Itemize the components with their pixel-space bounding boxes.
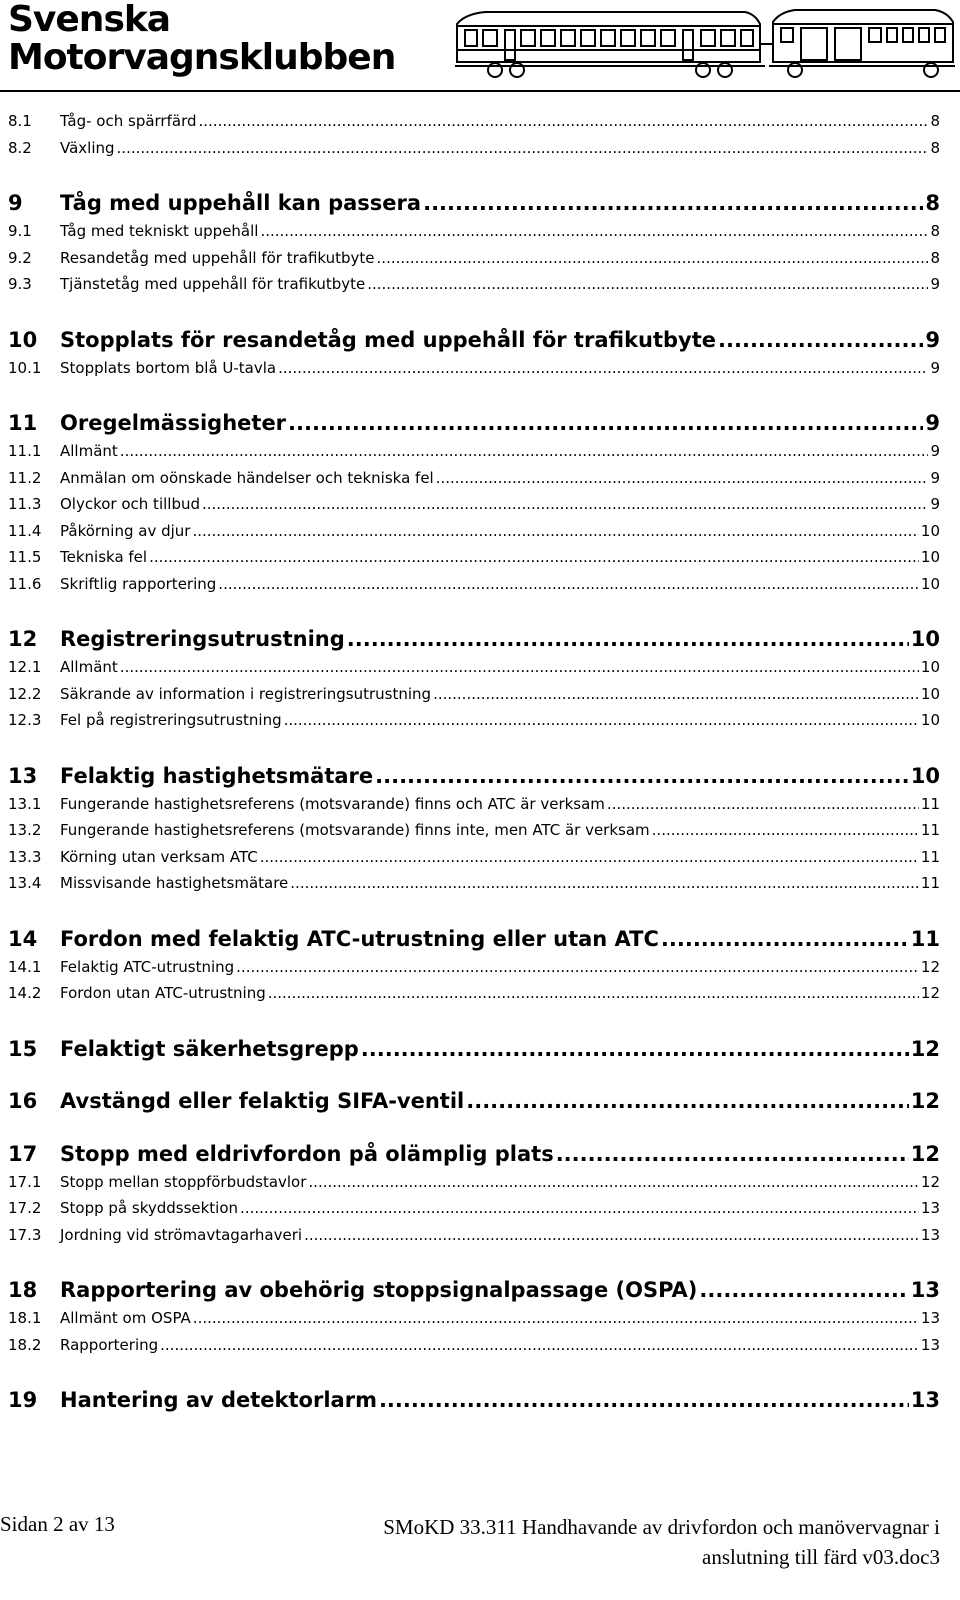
toc-number: 19 [8, 1388, 38, 1412]
toc-number: 11.3 [8, 495, 42, 513]
toc-number: 9 [8, 191, 23, 215]
toc-title: Jordning vid strömavtagarhaveri [60, 1225, 303, 1244]
toc-leader-dots [377, 249, 929, 267]
toc-title: Fel på registreringsutrustning [60, 711, 282, 729]
toc-page-number: 13 [920, 1309, 940, 1327]
toc-number: 9.1 [8, 222, 32, 240]
toc-section-entry[interactable] [8, 1199, 940, 1217]
toc-title: Allmänt om OSPA [60, 1309, 191, 1327]
toc-leader-dots [290, 874, 919, 892]
toc-leader-dots [288, 411, 923, 435]
toc-number: 14 [8, 926, 38, 951]
toc-chapter-entry[interactable] [8, 1388, 940, 1412]
toc-page-number: 13 [910, 1278, 940, 1302]
toc-title: Hantering av detektorlarm [60, 1388, 377, 1412]
toc-leader-dots [240, 1199, 919, 1217]
toc-number: 11.1 [8, 442, 42, 460]
toc-number: 11.4 [8, 521, 42, 540]
toc-leader-dots [347, 627, 909, 651]
toc-number: 12.3 [8, 711, 42, 729]
toc-number: 11 [8, 411, 38, 435]
toc-page-number: 8 [930, 248, 940, 267]
toc-title: Anmälan om oönskade händelser och tekniska fel [60, 468, 434, 487]
toc-section-entry[interactable] [8, 685, 940, 703]
toc-section-entry[interactable] [8, 139, 940, 157]
toc-number: 16 [8, 1089, 38, 1113]
toc-leader-dots [423, 191, 923, 215]
toc-title: Missvisande hastighetsmätare [60, 874, 289, 892]
toc-title: Allmänt [60, 442, 118, 460]
logo-line-1: Svenska [8, 0, 171, 40]
toc-title: Tåg- och spärrfärd [60, 112, 197, 130]
toc-section-entry[interactable] [8, 658, 940, 676]
toc-title: Olyckor och tillbud [60, 495, 200, 513]
toc-title: Rapportering av obehörig stoppsignalpassage (OSPA) [60, 1278, 698, 1302]
toc-section-entry[interactable] [8, 442, 940, 460]
toc-leader-dots [149, 548, 919, 566]
toc-title: Tekniska fel [60, 548, 148, 566]
toc-title: Tåg med uppehåll kan passera [60, 191, 422, 215]
toc-number: 11.5 [8, 548, 42, 566]
toc-page-number: 10 [920, 521, 940, 540]
toc-leader-dots [466, 1089, 909, 1113]
toc-number: 17.3 [8, 1225, 42, 1244]
toc-page-number: 9 [930, 358, 940, 377]
toc-page-number: 11 [920, 821, 940, 839]
toc-number: 14.1 [8, 957, 42, 976]
toc-number: 13 [8, 763, 38, 788]
toc-leader-dots [260, 222, 928, 240]
toc-page-number: 9 [930, 275, 940, 293]
toc-section-entry[interactable] [8, 469, 940, 487]
railcar-illustration [455, 4, 955, 86]
toc-section-entry[interactable] [8, 874, 940, 892]
toc-title: Säkrande av information i registreringsutrustning [60, 684, 432, 703]
toc-page-number: 9 [930, 468, 940, 487]
toc-section-entry[interactable] [8, 275, 940, 293]
toc-chapter-entry[interactable] [8, 1089, 940, 1113]
toc-title: Tåg med tekniskt uppehåll [60, 222, 259, 240]
toc-section-entry[interactable] [8, 249, 940, 267]
toc-number: 8.1 [8, 112, 32, 130]
document-name [383, 1512, 940, 1573]
toc-leader-dots [433, 685, 919, 703]
toc-leader-dots [367, 275, 928, 293]
toc-leader-dots [192, 522, 918, 540]
document-name-line-1: SMoKD 33.311 Handhavande av drivfordon och manövervagnar i [383, 1515, 940, 1539]
toc-page-number: 10 [920, 658, 940, 676]
toc-number: 18.1 [8, 1309, 42, 1327]
toc-title: Påkörning av djur [60, 521, 191, 540]
toc-number: 11.6 [8, 574, 42, 593]
toc-title: Fungerande hastighetsreferens (motsvarande) finns inte, men ATC är verksam [60, 821, 650, 839]
toc-page-number: 11 [910, 926, 940, 951]
toc-leader-dots [284, 711, 919, 729]
toc-number: 11.2 [8, 468, 42, 487]
toc-title: Felaktig ATC-utrustning [60, 957, 235, 976]
toc-number: 17 [8, 1141, 38, 1166]
toc-leader-dots [308, 1173, 919, 1191]
toc-number: 10 [8, 327, 38, 352]
toc-chapter-entry[interactable] [8, 328, 940, 352]
toc-page-number: 8 [930, 138, 940, 157]
toc-leader-dots [718, 328, 923, 352]
toc-title: Skriftlig rapportering [60, 574, 217, 593]
toc-leader-dots [120, 442, 929, 460]
toc-number: 17.2 [8, 1199, 42, 1217]
toc-title: Tjänstetåg med uppehåll för trafikutbyte [60, 275, 366, 293]
toc-number: 18 [8, 1278, 38, 1302]
toc-page-number: 8 [925, 191, 940, 215]
toc-section-entry[interactable] [8, 1336, 940, 1354]
toc-page-number: 10 [920, 684, 940, 703]
toc-page-number: 12 [910, 1141, 940, 1166]
toc-page-number: 12 [910, 1036, 940, 1061]
toc-title: Allmänt [60, 658, 118, 676]
toc-title: Stopp mellan stoppförbudstavlor [60, 1172, 307, 1191]
toc-title: Fordon med felaktig ATC-utrustning eller utan ATC [60, 926, 659, 951]
toc-section-entry[interactable] [8, 1226, 940, 1244]
toc-section-entry[interactable] [8, 495, 940, 513]
toc-number: 12.1 [8, 658, 42, 676]
toc-leader-dots [268, 984, 919, 1002]
toc-page-number: 8 [930, 222, 940, 240]
toc-leader-dots [260, 848, 919, 866]
toc-section-entry[interactable] [8, 575, 940, 593]
toc-chapter-entry[interactable] [8, 1037, 940, 1061]
toc-section-entry[interactable] [8, 1173, 940, 1191]
toc-page-number: 10 [920, 711, 940, 729]
toc-page-number: 12 [910, 1089, 940, 1113]
toc-page-number: 12 [920, 984, 940, 1002]
page-number: Sidan 2 av 13 [0, 1512, 115, 1536]
toc-section-entry[interactable] [8, 958, 940, 976]
toc-leader-dots [661, 927, 909, 951]
toc-section-entry[interactable] [8, 795, 940, 813]
toc-page-number: 13 [920, 1335, 940, 1354]
toc-chapter-entry[interactable] [8, 927, 940, 951]
toc-chapter-entry[interactable] [8, 411, 940, 435]
toc-section-entry[interactable] [8, 1309, 940, 1327]
toc-title: Felaktig hastighetsmätare [60, 763, 374, 788]
toc-number: 9.3 [8, 275, 32, 293]
toc-page-number: 13 [910, 1388, 940, 1412]
toc-page-number: 9 [925, 411, 940, 435]
toc-number: 9.2 [8, 248, 32, 267]
toc-section-entry[interactable] [8, 359, 940, 377]
toc-chapter-entry[interactable] [8, 191, 940, 215]
toc-chapter-entry[interactable] [8, 1142, 940, 1166]
header-rule [0, 90, 960, 92]
toc-title: Felaktigt säkerhetsgrepp [60, 1036, 359, 1061]
toc-page-number: 10 [920, 574, 940, 593]
toc-number: 14.2 [8, 984, 42, 1002]
toc-leader-dots [202, 495, 928, 513]
toc-page-number: 12 [920, 957, 940, 976]
toc-page-number: 13 [920, 1225, 940, 1244]
toc-leader-dots [218, 575, 919, 593]
toc-leader-dots [361, 1037, 909, 1061]
toc-page-number: 10 [910, 763, 940, 788]
logo-line-2: Motorvagnsklubben [8, 37, 396, 78]
toc-page-number: 12 [920, 1172, 940, 1191]
toc-title: Stopplats för resandetåg med uppehåll för trafikutbyte [60, 327, 717, 352]
toc-title: Stopp på skyddssektion [60, 1199, 239, 1217]
toc-number: 13.2 [8, 821, 42, 839]
toc-page-number: 9 [930, 495, 940, 513]
toc-section-entry[interactable] [8, 821, 940, 839]
document-name-line-2: anslutning till färd v03.doc3 [702, 1545, 940, 1570]
toc-number: 15 [8, 1036, 38, 1061]
toc-number: 12 [8, 627, 38, 651]
toc-title: Registreringsutrustning [60, 627, 345, 651]
toc-leader-dots [278, 359, 928, 377]
toc-title: Resandetåg med uppehåll för trafikutbyte [60, 248, 375, 267]
toc-page-number: 10 [910, 627, 940, 651]
toc-section-entry[interactable] [8, 548, 940, 566]
toc-leader-dots [699, 1278, 908, 1302]
toc-chapter-entry[interactable] [8, 764, 940, 788]
toc-number: 17.1 [8, 1172, 42, 1191]
club-logo [8, 2, 395, 76]
toc-page-number: 11 [920, 794, 940, 813]
toc-leader-dots [652, 821, 919, 839]
toc-title: Växling [60, 138, 115, 157]
toc-chapter-entry[interactable] [8, 627, 940, 651]
toc-title: Fungerande hastighetsreferens (motsvarande) finns och ATC är verksam [60, 794, 605, 813]
toc-title: Stopp med eldrivfordon på olämplig plats [60, 1141, 554, 1166]
page-header [0, 0, 960, 95]
toc-leader-dots [160, 1336, 919, 1354]
toc-page-number: 13 [920, 1199, 940, 1217]
toc-section-entry[interactable] [8, 112, 940, 130]
toc-page-number: 11 [920, 874, 940, 892]
toc-title: Fordon utan ATC-utrustning [60, 984, 266, 1002]
toc-number: 13.4 [8, 874, 42, 892]
toc-leader-dots [120, 658, 919, 676]
toc-section-entry[interactable] [8, 848, 940, 866]
toc-page-number: 11 [920, 847, 940, 866]
toc-number: 10.1 [8, 358, 42, 377]
toc-section-entry[interactable] [8, 222, 940, 240]
toc-section-entry[interactable] [8, 984, 940, 1002]
toc-leader-dots [199, 112, 929, 130]
toc-leader-dots [236, 958, 919, 976]
toc-title: Körning utan verksam ATC [60, 847, 258, 866]
toc-leader-dots [379, 1388, 909, 1412]
toc-page-number: 8 [930, 112, 940, 130]
toc-number: 12.2 [8, 684, 42, 703]
toc-number: 18.2 [8, 1335, 42, 1354]
toc-section-entry[interactable] [8, 711, 940, 729]
toc-leader-dots [117, 139, 929, 157]
toc-leader-dots [193, 1309, 919, 1327]
toc-page-number: 10 [920, 548, 940, 566]
toc-leader-dots [304, 1226, 919, 1244]
toc-chapter-entry[interactable] [8, 1278, 940, 1302]
toc-page-number: 9 [930, 442, 940, 460]
toc-leader-dots [607, 795, 919, 813]
toc-page-number: 9 [925, 327, 940, 352]
toc-number: 13.3 [8, 847, 42, 866]
toc-title: Rapportering [60, 1335, 159, 1354]
toc-number: 13.1 [8, 794, 42, 813]
toc-number: 8.2 [8, 138, 32, 157]
toc-leader-dots [375, 764, 909, 788]
toc-title: Avstängd eller felaktig SIFA-ventil [60, 1089, 465, 1113]
toc-title: Oregelmässigheter [60, 411, 287, 435]
toc-section-entry[interactable] [8, 522, 940, 540]
toc-leader-dots [436, 469, 929, 487]
toc-leader-dots [556, 1142, 909, 1166]
toc-title: Stopplats bortom blå U-tavla [60, 358, 277, 377]
